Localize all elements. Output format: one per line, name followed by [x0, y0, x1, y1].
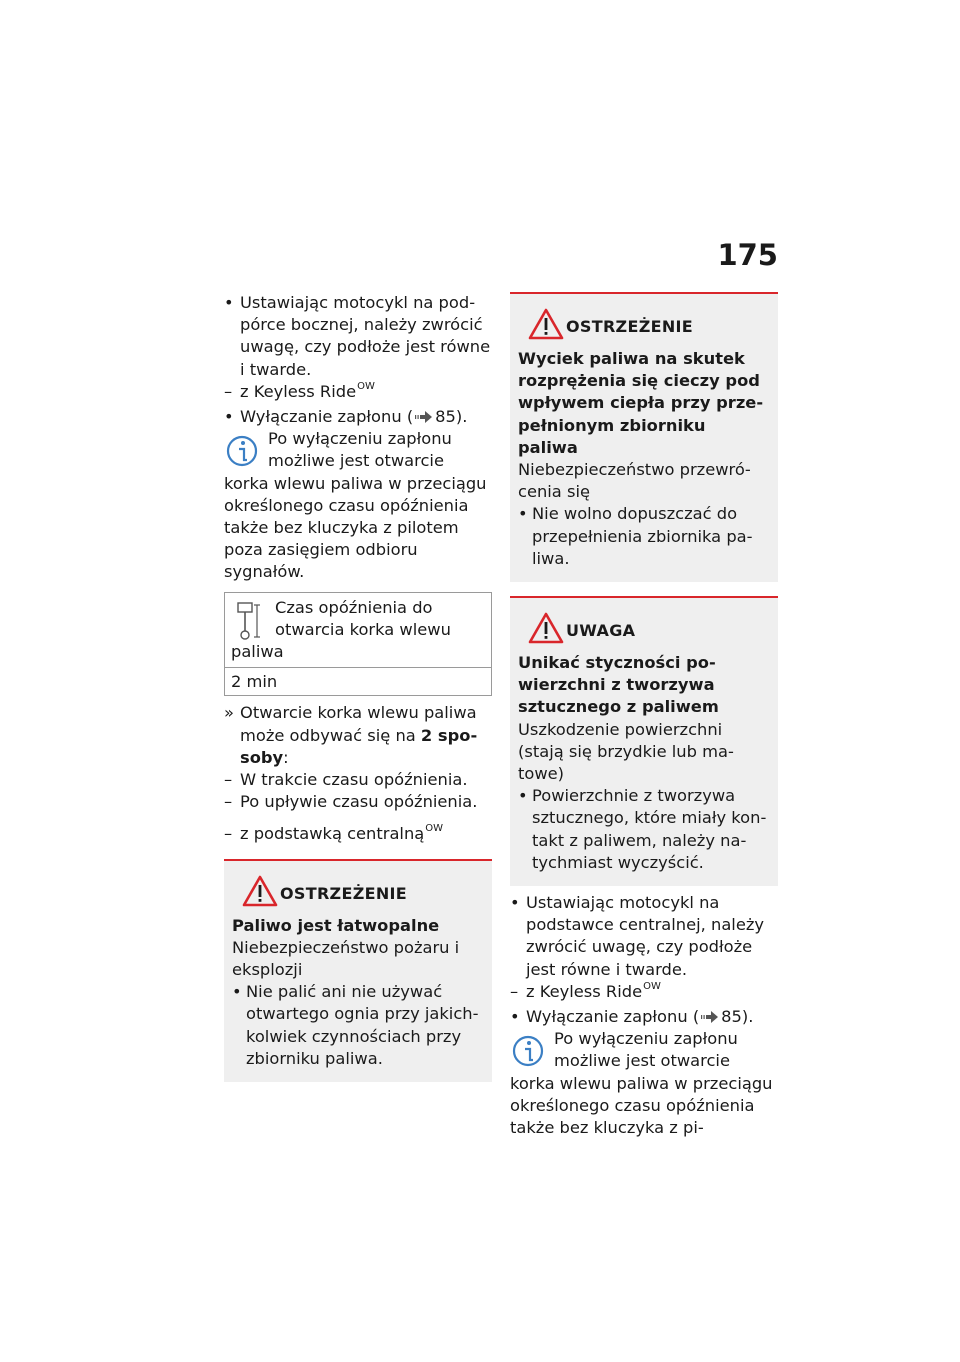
left-column	[224, 292, 492, 1082]
list-item: • Wyłączanie zapłonu ( 85).	[224, 406, 492, 428]
list-item: – z podstawką centralną$^{OW}$	[224, 823, 492, 848]
warning-title: OSTRZEŻENIE	[280, 883, 407, 903]
page-reference-arrow-icon	[701, 1011, 719, 1023]
info-note: Po wyłączeniu zapłonu możliwe jest otwarcie korka wlewu paliwa w przeciągu określonego czasu opóźnienia także bez kluczyka z pilotem poza zasięgiem odbioru sygnałów.	[224, 429, 487, 582]
table-header: Czas opóźnienia do otwarcia korka wlewu paliwa	[225, 593, 491, 669]
bullet-icon: •	[518, 504, 528, 524]
dash-icon: –	[224, 770, 233, 790]
bullet-icon: •	[518, 786, 528, 806]
bullet-icon: •	[510, 893, 520, 913]
notice-title: UWAGA	[566, 621, 636, 641]
dash-icon: –	[224, 824, 233, 844]
info-icon	[226, 432, 258, 470]
delay-time-table	[224, 592, 492, 697]
table-value: 2 min	[231, 672, 278, 692]
dash-icon: –	[510, 981, 519, 1001]
list-item: – z Keyless Ride$^{OW}$	[224, 381, 492, 406]
dash-icon: –	[224, 381, 233, 401]
bullet-icon: •	[224, 407, 234, 427]
warning-triangle-icon	[242, 875, 278, 907]
result-icon: »	[224, 703, 234, 723]
page-reference[interactable]: 85	[721, 1007, 742, 1027]
page-number: 175	[717, 238, 778, 272]
list-item: • Ustawiając motocykl na podpórce bocznej, należy zwrócić uwagę, czy podłoże jest równe i twarde.	[224, 293, 491, 379]
right-column	[510, 292, 778, 1139]
warning-box: OSTRZEŻENIE Wyciek paliwa na skutek rozprężenia się cieczy pod wpływem ciepła przy przepełnionym zbiorniku paliwa Niebezpieczeństwo przewrócenia się • Nie wolno dopuszczać do przepełnienia zbiornika paliwa.	[510, 292, 778, 582]
bullet-icon: •	[224, 293, 234, 312]
list-item: – Po upływie czasu opóźnienia.	[224, 791, 492, 813]
list-item: – z Keyless Ride$^{OW}$	[510, 981, 778, 1006]
notice-box: UWAGA Unikać styczności powierzchni z tworzywa sztucznego z paliwem Uszkodzenie powierzchni (stają się brzydkie lub matowe) • Powierzchnie z tworzywa sztucznego, które miały kontakt z paliwem, należy natychmiast wyczyścić.	[510, 596, 778, 886]
list-item: • Powierzchnie z tworzywa sztucznego, które miały kontakt z paliwem, należy natychmiast wyczyścić.	[518, 786, 767, 872]
info-note: Po wyłączeniu zapłonu możliwe jest otwarcie korka wlewu paliwa w przeciągu określonego czasu opóźnienia także bez kluczyka z pi-	[510, 1029, 773, 1138]
warning-triangle-icon	[528, 308, 564, 340]
warning-box: OSTRZEŻENIE Paliwo jest łatwopalne Niebezpieczeństwo pożaru i eksplozji • Nie palić ani nie używać otwartego ognia przy jakichkolwiek czynnościach przy zbiorniku paliwa.	[224, 859, 492, 1082]
warning-triangle-icon	[528, 612, 564, 644]
list-item: • Ustawiając motocykl na podstawce centralnej, należy zwrócić uwagę, czy podłoże jest równe i twarde.	[510, 893, 765, 979]
page-reference[interactable]: 85	[435, 407, 456, 427]
list-item: » Otwarcie korka wlewu paliwa może odbywać się na 2 sposoby:	[224, 703, 478, 767]
bullet-icon: •	[232, 982, 242, 1002]
dash-icon: –	[224, 792, 233, 812]
fuel-cap-timer-icon	[235, 601, 263, 641]
list-item: – W trakcie czasu opóźnienia.	[224, 769, 492, 791]
info-icon	[512, 1032, 544, 1070]
list-item: • Wyłączanie zapłonu ( 85).	[510, 1006, 778, 1028]
bullet-icon: •	[510, 1007, 520, 1027]
page-reference-arrow-icon	[415, 411, 433, 423]
list-item: • Nie wolno dopuszczać do przepełnienia zbiornika paliwa.	[518, 504, 753, 568]
warning-title: OSTRZEŻENIE	[566, 317, 693, 336]
list-item: • Nie palić ani nie używać otwartego ognia przy jakichkolwiek czynnościach przy zbiorniku paliwa.	[232, 982, 479, 1068]
